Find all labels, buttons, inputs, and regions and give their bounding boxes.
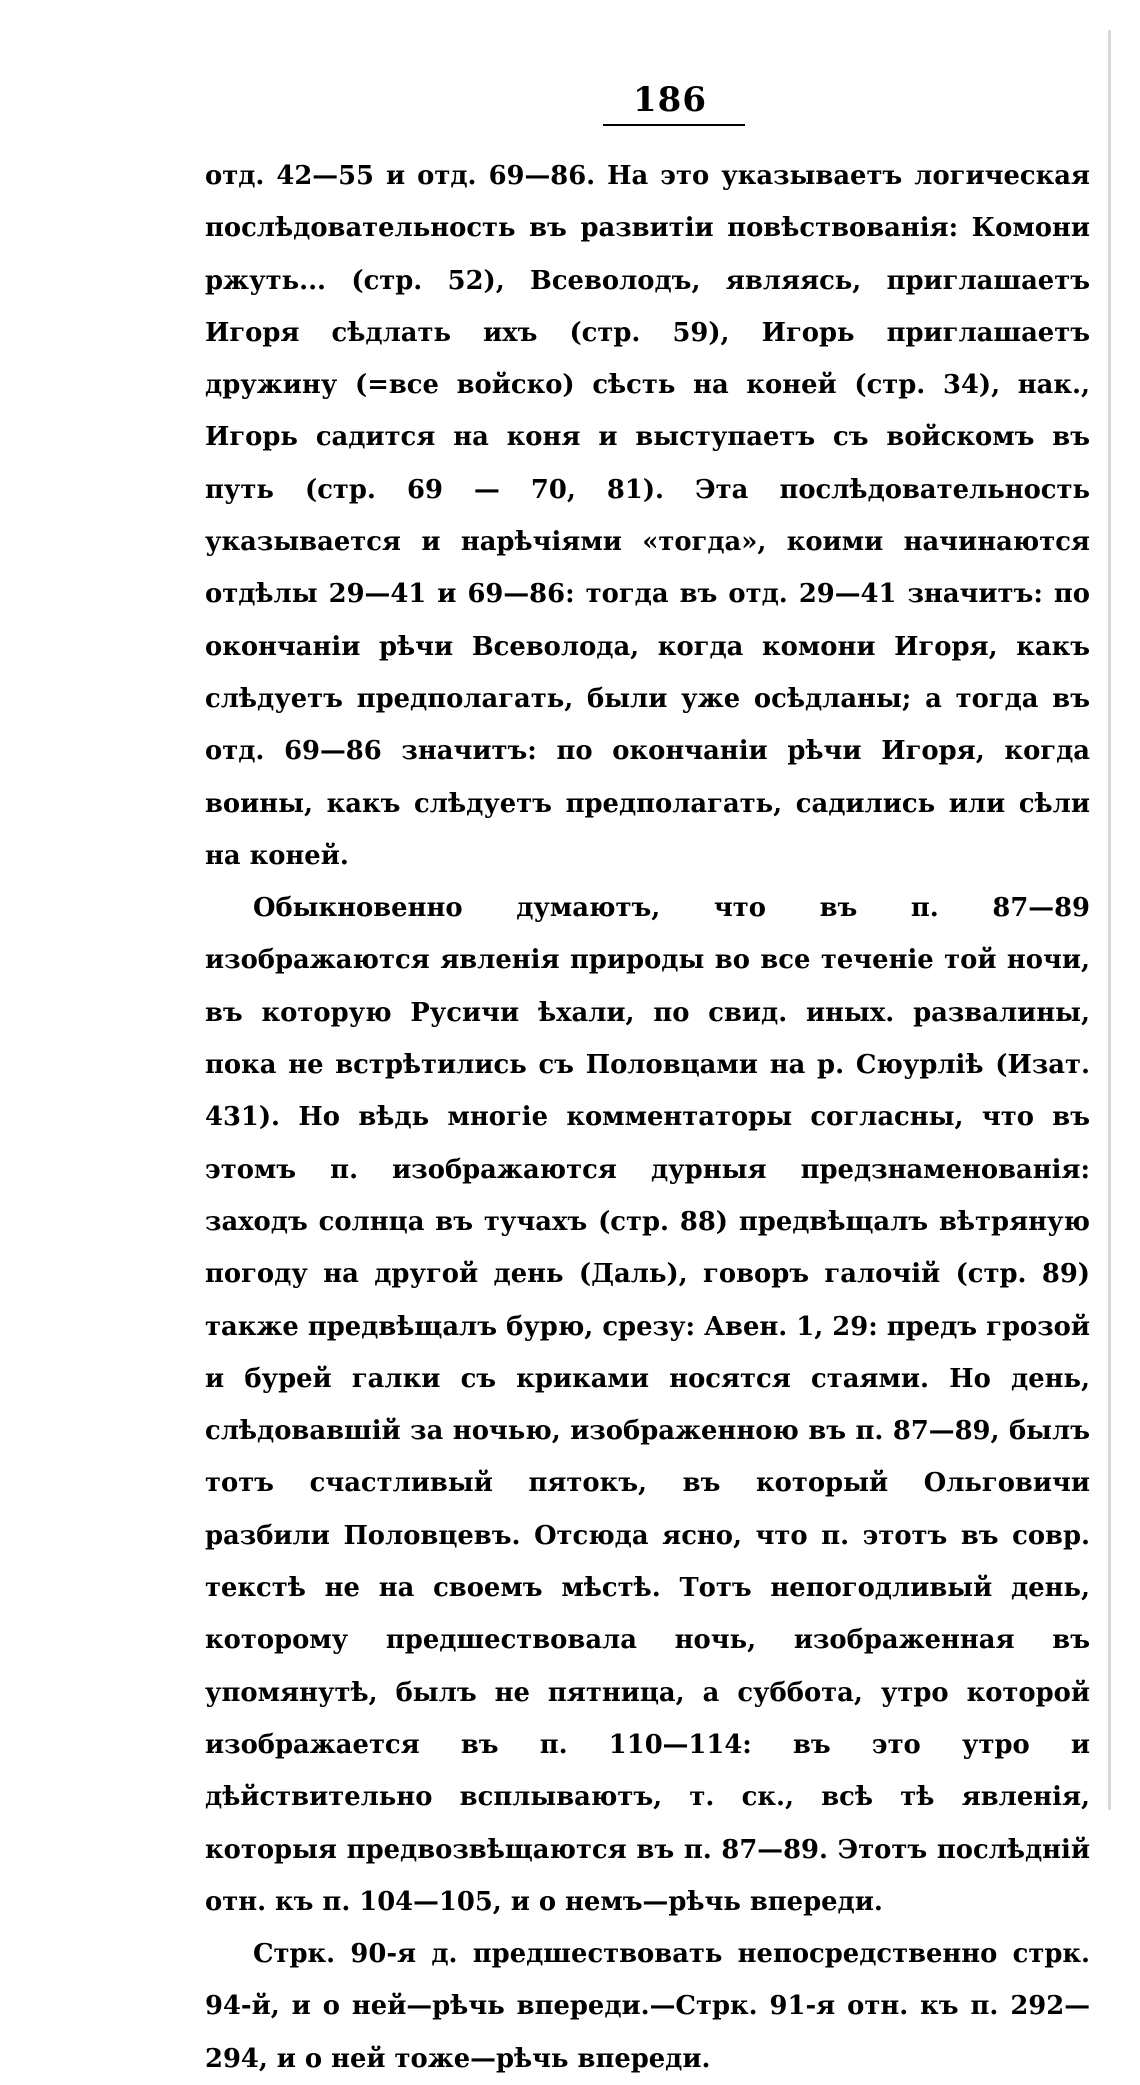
page-header — [600, 80, 740, 120]
page-number: 186 — [633, 80, 707, 120]
header-rule — [603, 124, 745, 126]
main-text — [205, 150, 1090, 2085]
page-edge-line — [1108, 30, 1111, 1810]
paragraph-3: Стрк. 90-я д. предшествовать непосредственно стрк. 94-й, и о ней—рѣчь впереди.—Стрк. 91-я отн. къ п. 292—294, и о ней тоже—рѣчь впереди. — [205, 1939, 1090, 2074]
paragraph-1: отд. 42—55 и отд. 69—86. На это указываетъ логическая послѣдовательность въ развитіи повѣствованія: Комони ржуть... (стр. 52), Всеволодъ, являясь, приглашаетъ Игоря сѣдлать ихъ (стр. 59), Игорь приглашаетъ дружину (=все войско) сѣсть на коней (стр. 34), нак., Игорь садится на коня и выступаетъ съ войскомъ въ путь (стр. 69 — 70, 81). Эта послѣдовательность указывается и нарѣчіями «тогда», коими начинаются отдѣлы 29—41 и 69—86: тогда въ отд. 29—41 значитъ: по окончаніи рѣчи Всеволода, когда комони Игоря, какъ слѣдуетъ предполагать, были уже осѣдланы; а тогда въ отд. 69—86 значитъ: по окончаніи рѣчи Игоря, когда воины, какъ слѣдуетъ предполагать, садились или сѣли на коней. — [205, 161, 1090, 871]
paragraph-2: Обыкновенно думаютъ, что въ п. 87—89 изображаются явленія природы во все теченіе той ночи, въ которую Русичи ѣхали, по свид. иных. развалины, пока не встрѣтились съ Половцами на р. Сюурліѣ (Изат. 431). Но вѣдь многіе комментаторы согласны, что въ этомъ п. изображаются дурныя предзнаменованія: заходъ солнца въ тучахъ (стр. 88) предвѣщалъ вѣтряную погоду на другой день (Даль), говоръ галочій (стр. 89) также предвѣщалъ бурю, срезу: Авен. 1, 29: предъ грозой и бурей галки съ криками носятся стаями. Но день, слѣдовавшій за ночью, изображенною въ п. 87—89, былъ тотъ счастливый пятокъ, въ который Ольговичи разбили Половцевъ. Отсюда ясно, что п. этотъ въ совр. текстѣ не на своемъ мѣстѣ. Тотъ непогодливый день, которому предшествовала ночь, изображенная въ упомянутѣ, былъ не пятница, а суббота, утро которой изображается въ п. 110—114: въ это утро и дѣйствительно всплываютъ, т. ск., всѣ тѣ явленія, которыя предвозвѣщаются въ п. 87—89. Этотъ послѣдній отн. къ п. 104—105, и о немъ—рѣчь впереди. — [205, 893, 1090, 1917]
